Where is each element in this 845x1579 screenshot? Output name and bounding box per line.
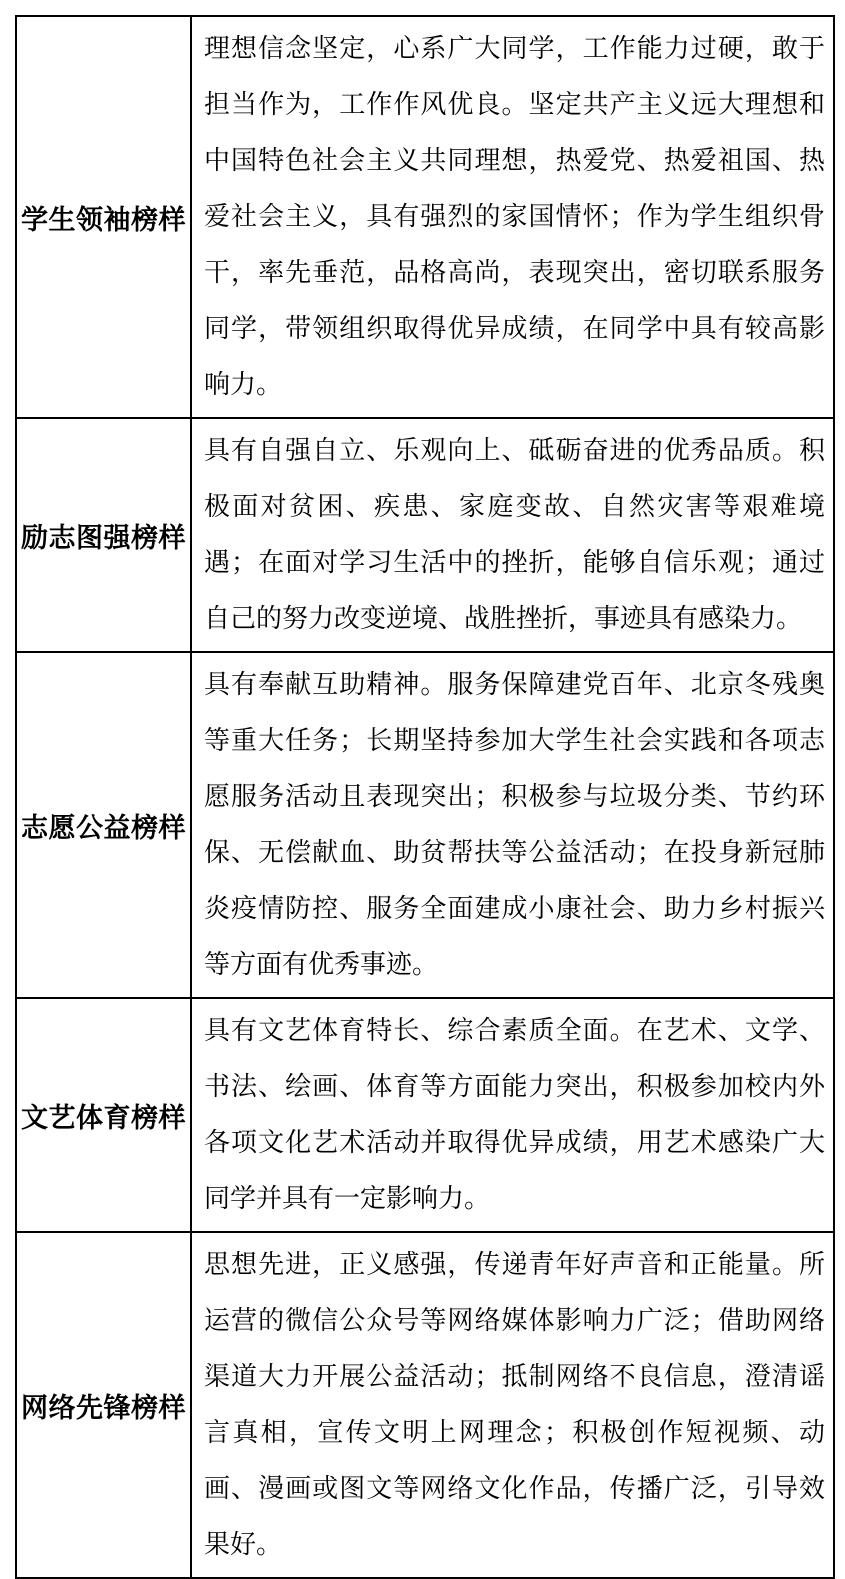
table-row bbox=[16, 1232, 834, 1578]
category-description-cell bbox=[191, 418, 834, 652]
category-description: 理想信念坚定，心系广大同学，工作能力过硬，敢于担当作为，工作作风优良。坚定共产主义远大理想和中国特色社会主义共同理想，热爱党、热爱祖国、热爱社会主义，具有强烈的家国情怀；作为学生组织骨干，率先垂范，品格高尚，表现突出，密切联系服务同学，带领组织取得优异成绩，在同学中具有较高影响力。 bbox=[204, 34, 825, 399]
category-label: 网络先锋榜样 bbox=[21, 1392, 186, 1423]
category-label: 励志图强榜样 bbox=[21, 522, 186, 553]
category-label-cell bbox=[16, 998, 191, 1232]
category-description-cell bbox=[191, 16, 834, 418]
table-row bbox=[16, 16, 834, 418]
category-label-cell bbox=[16, 652, 191, 998]
category-label-cell bbox=[16, 418, 191, 652]
category-description-cell bbox=[191, 998, 834, 1232]
category-label: 志愿公益榜样 bbox=[21, 812, 186, 843]
category-description-cell bbox=[191, 1232, 834, 1578]
category-description: 具有自强自立、乐观向上、砥砺奋进的优秀品质。积极面对贫困、疾患、家庭变故、自然灾害等艰难境遇；在面对学习生活中的挫折，能够自信乐观；通过自己的努力改变逆境、战胜挫折，事迹具有感染力。 bbox=[204, 436, 825, 633]
category-description: 思想先进，正义感强，传递青年好声音和正能量。所运营的微信公众号等网络媒体影响力广泛；借助网络渠道大力开展公益活动；抵制网络不良信息，澄清谣言真相，宣传文明上网理念；积极创作短视频、动画、漫画或图文等网络文化作品，传播广泛，引导效果好。 bbox=[204, 1250, 825, 1559]
category-description-cell bbox=[191, 652, 834, 998]
table-row bbox=[16, 418, 834, 652]
category-label-cell bbox=[16, 1232, 191, 1578]
category-label-cell bbox=[16, 16, 191, 418]
role-model-criteria-table bbox=[15, 15, 835, 1579]
table-row bbox=[16, 998, 834, 1232]
category-description: 具有奉献互助精神。服务保障建党百年、北京冬残奥等重大任务；长期坚持参加大学生社会实践和各项志愿服务活动且表现突出；积极参与垃圾分类、节约环保、无偿献血、助贫帮扶等公益活动；在投身新冠肺炎疫情防控、服务全面建成小康社会、助力乡村振兴等方面有优秀事迹。 bbox=[204, 670, 825, 979]
category-description: 具有文艺体育特长、综合素质全面。在艺术、文学、书法、绘画、体育等方面能力突出，积极参加校内外各项文化艺术活动并取得优异成绩，用艺术感染广大同学并具有一定影响力。 bbox=[204, 1016, 825, 1213]
category-label: 学生领袖榜样 bbox=[21, 204, 186, 235]
table-body bbox=[16, 16, 834, 1578]
category-label: 文艺体育榜样 bbox=[21, 1102, 186, 1133]
table-row bbox=[16, 652, 834, 998]
